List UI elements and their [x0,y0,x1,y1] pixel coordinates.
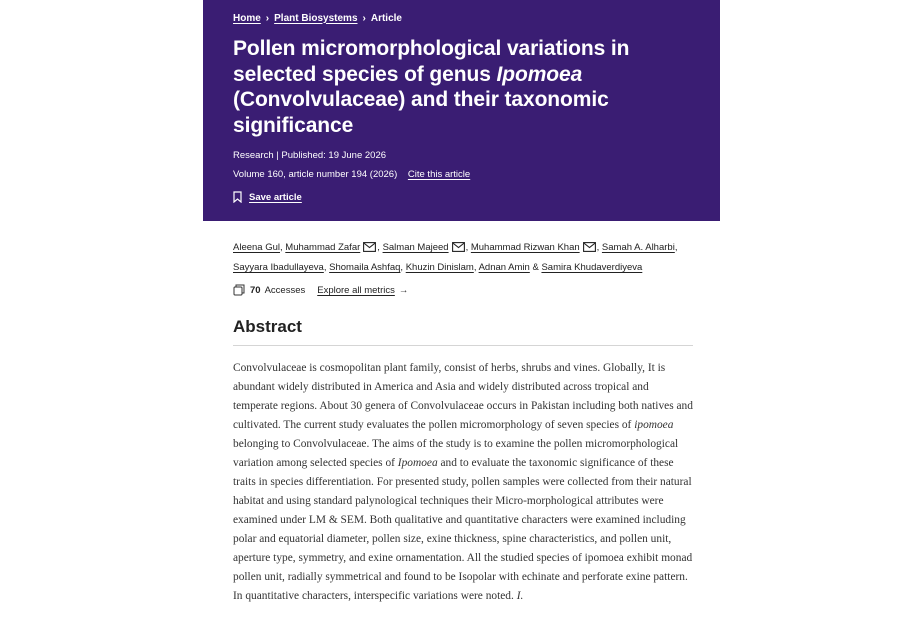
abstract-italic: Ipomoea [397,457,438,469]
breadcrumb-journal-link[interactable]: Plant Biosystems [274,12,358,24]
author-list [233,238,703,278]
published-date: Published: 19 June 2026 [281,150,387,161]
article-meta [233,149,690,162]
metrics-bar [233,284,408,296]
abstract-italic: ipomoea [634,419,674,431]
breadcrumb-current: Article [370,12,402,24]
article-type: Research [233,150,274,161]
cite-article-link[interactable]: Cite this article [407,169,471,180]
author-separator: & [529,262,542,273]
volume-info: Volume 160, article number 194 (2026) [233,169,398,180]
author-link[interactable]: Aleena Gul [233,242,281,253]
author-link[interactable]: Khuzin Dinislam [405,262,474,273]
article-volume-row [233,168,690,181]
envelope-icon[interactable] [583,242,596,252]
article-title [233,36,690,138]
abstract-sentence: belonging to Convolvulaceae. The aims of the study is to examine the pollen micromorphological variation among selected species of [233,438,679,469]
save-article-label: Save article [249,191,302,203]
breadcrumb [233,10,690,26]
envelope-icon[interactable] [363,242,376,252]
author-link[interactable]: Adnan Amin [478,262,530,273]
arrow-right-icon: → [398,284,409,296]
bookmark-icon [233,191,242,203]
breadcrumb-separator: › [265,12,270,24]
meta-divider: | [276,150,282,161]
author-link[interactable]: Samira Khudaverdiyeva [541,262,643,273]
abstract-heading: Abstract [233,317,693,346]
author-link[interactable]: Muhammad Rizwan Khan [470,242,580,253]
article-header [203,0,720,221]
title-genus: Ipomoea [496,62,583,86]
author-link[interactable]: Shomaila Ashfaq [329,262,401,273]
accesses-icon [233,284,245,296]
abstract-sentence: Convolvulaceae is cosmopolitan plant family, consist of herbs, shrubs and vines. Globally, It is abundant widely distributed in America and Asia and widely distributed across tropical and temperate regions. About 30 genera of Convolvulaceae occurs in Pakistan including both natives and cultivated. The current study evaluates the pollen micromorphology of seven species of [233,362,693,431]
author-separator: , [400,262,406,273]
author-separator: , [674,242,678,253]
envelope-icon[interactable] [452,242,465,252]
author-link[interactable]: Salman Majeed [382,242,449,253]
author-separator: , [473,262,479,273]
author-separator: , [377,242,383,253]
explore-metrics-link[interactable]: Explore all metrics [317,284,395,296]
save-article-button[interactable] [233,191,302,203]
accesses-count: 70 [250,284,261,296]
accesses-label: Accesses [264,284,306,296]
author-link[interactable]: Samah A. Alharbi [601,242,675,253]
breadcrumb-separator: › [362,12,366,24]
title-text: (Convolvulaceae) and their taxonomic significance [233,88,609,137]
abstract-italic: I. [516,590,524,602]
author-separator: , [323,262,330,273]
author-separator: , [596,242,602,253]
abstract-sentence: and to evaluate the taxonomic significance of these traits in species differentiation. For presented study, pollen samples were collected from their natural habitat and using standard palynological techniques their Micro-morphological attributes were examined under LM & SEM. Both qualitative and quantitative characters were examined including polar and equatorial diameter, pollen size, exine thickness, spine characteristics, and pollen unit, aperture type, symmetry, and exine ornamentation. All the studied species of ipomoea exhibit monad pollen unit, radially symmetrical and found to be Isopolar with echinate and perforate exine pattern. In quantitative characters, interspecific variations were noted. [233,457,693,602]
breadcrumb-home-link[interactable]: Home [233,12,261,24]
author-separator: , [465,242,471,253]
author-separator: , [280,242,286,253]
abstract-text [233,359,695,606]
author-link[interactable]: Muhammad Zafar [285,242,361,253]
title-text: Pollen micromorphological variations in selected species of genus [233,37,630,86]
author-link[interactable]: Sayyara Ibadullayeva [233,262,324,273]
